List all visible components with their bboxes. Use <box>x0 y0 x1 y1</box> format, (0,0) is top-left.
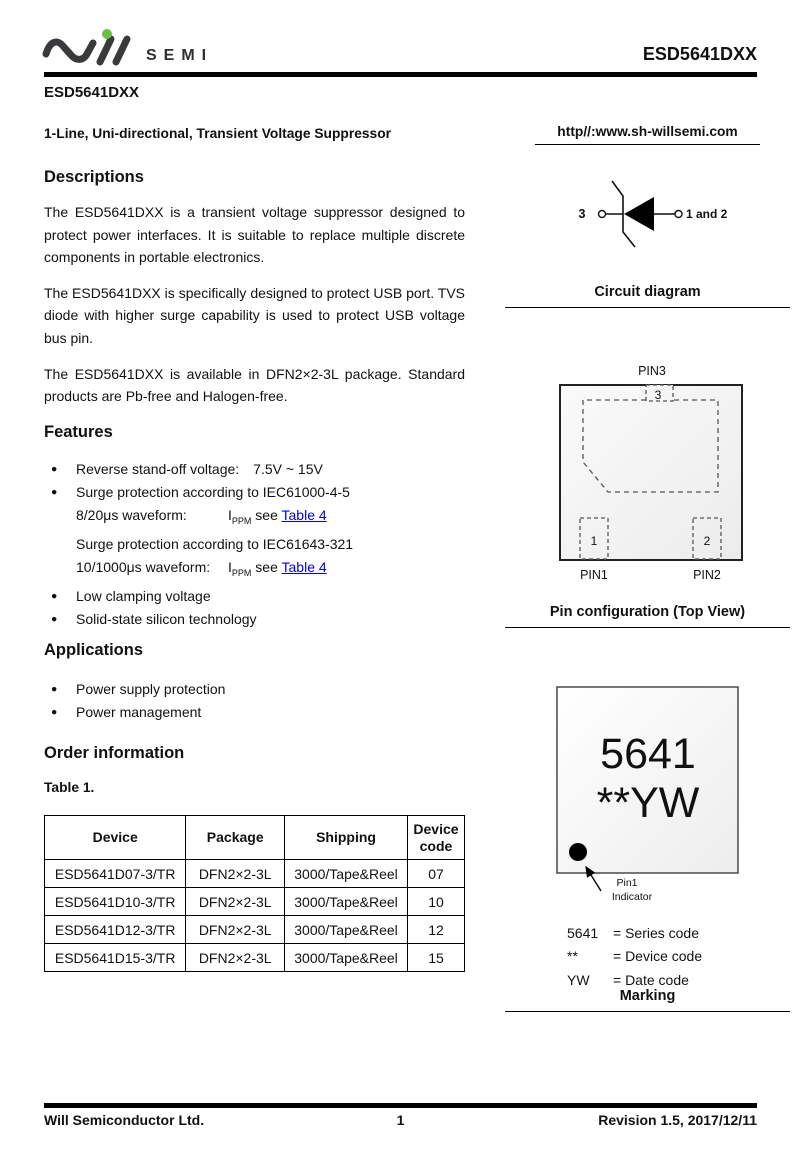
header-product-title: ESD5641DXX <box>642 44 757 64</box>
legend-row <box>567 945 702 968</box>
bullet-icon: ● <box>51 683 58 695</box>
footer-company: Will Semiconductor Ltd. <box>44 1112 205 1128</box>
footer-page-number: 1 <box>396 1112 405 1128</box>
cell-package: DFN2×2-3L <box>186 888 285 916</box>
feature-text: Solid-state silicon technology <box>76 610 257 627</box>
feature-text: Low clamping voltage <box>76 587 211 604</box>
circuit-caption: Circuit diagram <box>505 284 790 308</box>
cell-package: DFN2×2-3L <box>186 944 285 972</box>
pin1-indicator-label: Indicator <box>611 891 653 903</box>
cell-device: ESD5641D12-3/TR <box>45 916 186 944</box>
cell-shipping: 3000/Tape&Reel <box>285 888 408 916</box>
table-caption: Table 1. <box>44 780 95 795</box>
table4-link[interactable]: Table 4 <box>281 507 327 523</box>
section-applications <box>44 641 465 724</box>
pin-configuration-caption: Pin configuration (Top View) <box>505 604 790 628</box>
bullet-icon: ● <box>51 706 58 718</box>
application-text: Power supply protection <box>76 681 226 697</box>
feature-subitem <box>44 533 465 556</box>
pin2-label: PIN2 <box>693 568 721 582</box>
section-heading-order: Order information <box>44 744 185 762</box>
table-row <box>45 860 465 888</box>
application-item <box>44 701 465 724</box>
table-header-row <box>45 816 465 860</box>
pad1-number: 1 <box>590 534 598 548</box>
cell-device-code: 12 <box>407 916 464 944</box>
pin1-indicator-label: Pin1 <box>616 877 638 889</box>
section-heading-features: Features <box>44 423 113 441</box>
circuit-pin12-label: 1 and 2 <box>686 207 728 221</box>
feature-subitem <box>44 504 465 533</box>
column-header-package: Package <box>186 816 285 860</box>
section-heading-descriptions: Descriptions <box>44 168 144 186</box>
feature-item <box>44 481 465 504</box>
feature-item <box>44 458 465 481</box>
footer <box>44 1112 757 1132</box>
circuit-diagram <box>505 165 790 270</box>
brand-text: SEMI <box>146 47 214 64</box>
marking-device-date-code: **YW <box>596 779 700 827</box>
feature-text: Surge protection according to IEC61000-4-5 <box>76 484 350 500</box>
terminal-circle <box>599 211 606 218</box>
cell-device-code: 07 <box>407 860 464 888</box>
terminal-circle <box>675 211 682 218</box>
pin1-indicator-dot <box>569 843 587 861</box>
feature-item <box>44 585 465 608</box>
logo-mark-icon <box>40 26 136 70</box>
table-row <box>45 888 465 916</box>
pin1-label: PIN1 <box>580 568 608 582</box>
legend-code: ** <box>567 948 578 965</box>
marking-caption: Marking <box>505 988 790 1012</box>
column-header-device: Device <box>45 816 186 860</box>
cell-device: ESD5641D15-3/TR <box>45 944 186 972</box>
cell-device: ESD5641D07-3/TR <box>45 860 186 888</box>
logo-green-dot-icon <box>102 29 112 39</box>
pin3-label: PIN3 <box>638 364 666 378</box>
description-paragraph: The ESD5641DXX is specifically designed to protect USB port. TVS diode with higher surge capability is used to protect USB voltage bus pin. <box>44 284 465 346</box>
description-paragraph: The ESD5641DXX is available in DFN2×2-3L package. Standard products are Pb-free and Halogen-free. <box>44 365 465 405</box>
feature-label: 10/1000μs waveform: <box>76 558 211 575</box>
diode-symbol <box>624 197 654 231</box>
circuit-pin3-label: 3 <box>578 207 586 221</box>
description-paragraph: The ESD5641DXX is a transient voltage suppressor designed to protect power interfaces. It is suitable to replace multiple discrete components in portable electronics. <box>44 204 465 266</box>
legend-desc: = Series code <box>613 925 699 941</box>
footer-revision: Revision 1.5, 2017/12/11 <box>598 1112 757 1128</box>
footer-rule <box>44 1103 757 1108</box>
table-row <box>45 944 465 972</box>
pad2-number: 2 <box>703 534 711 548</box>
table4-link[interactable]: Table 4 <box>281 558 327 575</box>
legend-row <box>567 922 702 945</box>
column-header-device-code: Device code <box>407 816 464 860</box>
legend-desc: = Device code <box>613 948 703 965</box>
marking-series-code: 5641 <box>600 730 696 778</box>
package-outline <box>560 385 742 560</box>
feature-item <box>44 608 465 631</box>
ppm-symbol: $I_{PPM}$ see Table 4 <box>228 507 327 526</box>
marking-diagram <box>505 680 790 915</box>
feature-subitem <box>44 556 465 585</box>
section-order-information <box>44 744 465 972</box>
pin-configuration-diagram <box>505 355 790 587</box>
bullet-icon: ● <box>51 463 58 475</box>
legend-code: 5641 <box>567 925 599 941</box>
section-features <box>44 423 465 631</box>
column-header-shipping: Shipping <box>285 816 408 860</box>
cell-shipping: 3000/Tape&Reel <box>285 860 408 888</box>
cell-device: ESD5641D10-3/TR <box>45 888 186 916</box>
application-text: Power management <box>76 704 202 720</box>
bullet-icon: ● <box>51 589 58 602</box>
doc-subtitle: ESD5641DXX <box>44 84 140 101</box>
pad3-number: 3 <box>654 388 662 402</box>
ppm-symbol: $I_{PPM}$ see Table 4 <box>228 558 327 578</box>
bullet-icon: ● <box>51 486 58 498</box>
section-heading-applications: Applications <box>44 641 144 659</box>
cell-device-code: 15 <box>407 944 464 972</box>
legend-desc: = Date code <box>613 971 689 988</box>
section-descriptions <box>44 168 465 421</box>
table-row <box>45 916 465 944</box>
feature-value: 7.5V ~ 15V <box>253 461 323 477</box>
feature-label: 8/20μs waveform: <box>76 507 187 523</box>
cell-package: DFN2×2-3L <box>186 860 285 888</box>
doc-tagline: 1-Line, Uni-directional, Transient Voltage Suppressor <box>44 126 392 141</box>
feature-text: Surge protection according to IEC61643-321 <box>76 535 354 552</box>
company-logo <box>40 26 213 70</box>
legend-code: YW <box>567 971 590 988</box>
cell-device-code: 10 <box>407 888 464 916</box>
marking-legend <box>567 922 702 992</box>
right-column <box>505 0 790 1169</box>
application-item <box>44 678 465 701</box>
feature-label: Reverse stand-off voltage: <box>76 461 240 477</box>
cell-shipping: 3000/Tape&Reel <box>285 944 408 972</box>
cell-shipping: 3000/Tape&Reel <box>285 916 408 944</box>
bullet-icon: ● <box>51 612 58 625</box>
order-table <box>44 815 465 972</box>
cell-package: DFN2×2-3L <box>186 916 285 944</box>
website-link: http//:www.sh-willsemi.com <box>535 124 760 145</box>
